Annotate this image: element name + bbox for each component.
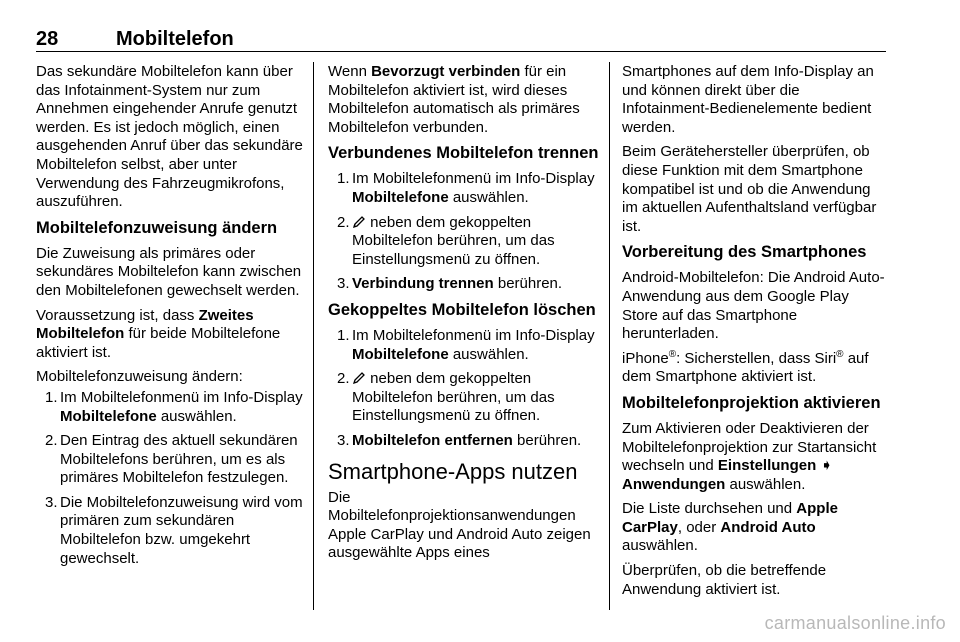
paragraph: Überprüfen, ob die betreffende Anwendung aktiviert ist. (622, 562, 827, 598)
paragraph: Die Mobiltelefonprojektionsanwendungen Apple CarPlay und Android Auto zeigen ausgewählte Apps eines (328, 488, 591, 562)
column-3 (622, 63, 888, 605)
list-item: 3. Mobiltelefon entfernen berühren. (337, 431, 582, 449)
page-number: 28 (36, 28, 59, 50)
list-item: 2. neben dem gekoppelten Mobiltelefon berühren, um das Einstellungsmenü zu öffnen. (337, 370, 555, 425)
header-rule (36, 51, 886, 52)
column-divider-2 (609, 62, 610, 610)
steps-list (328, 327, 600, 451)
column-divider-1 (313, 62, 314, 610)
paragraph: iPhone®: Sicherstellen, dass Siri® auf dem Smartphone aktiviert ist. (622, 348, 869, 386)
list-item: 1. Im Mobiltelefonmenü im Info-Display Mobiltelefone auswählen. (337, 326, 595, 363)
paragraph: Voraussetzung ist, dass Zweites Mobiltelefon für beide Mobiltelefone aktiviert ist. (36, 306, 281, 361)
list-item: 1. Im Mobiltelefonmenü im Info-Display Mobiltelefone auswählen. (337, 170, 595, 206)
list-item: 3. Verbindung trennen berühren. (337, 275, 563, 293)
pencil-icon (352, 371, 366, 385)
paragraph: Zum Aktivieren oder Deaktivieren der Mobiltelefonprojektion zur Startansicht wechseln und Einstellungen ➧ Anwendungen auswählen. (622, 419, 877, 493)
paragraph: Android-Mobiltelefon: Die Android Auto-Anwendung aus dem Google Play Store auf das Smartphone herunterladen. (622, 269, 885, 343)
steps-list (328, 170, 600, 294)
section-heading: Gekoppeltes Mobiltelefon löschen (328, 300, 596, 319)
paragraph: Das sekundäre Mobiltelefon kann über das Infotainment-System nur zum Annehmen eingehender Anrufe genutzt werden. Es ist jedoch möglich, einen ausgehenden Anruf über das sekundäre Mobiltelefon selbst, aber unter Verwendung des Fahrzeugmikrofons, auszuführen. (36, 63, 303, 211)
section-heading: Mobiltelefonprojektion aktivieren (622, 393, 881, 412)
steps-list (36, 389, 304, 568)
list-item: 1. Im Mobiltelefonmenü im Info-Display Mobiltelefone auswählen. (45, 388, 303, 425)
watermark: carmanualsonline.info (764, 613, 946, 633)
paragraph: Mobiltelefonzuweisung ändern: (36, 368, 243, 386)
paragraph: Smartphones auf dem Info-Display an und können direkt über die Infotainment-Bedienelemente bedient werden. (622, 63, 874, 136)
list-item: 3. Die Mobiltelefonzuweisung wird vom primären zum sekundären Mobiltelefon bzw. umgekehrt gewechselt. (45, 493, 303, 567)
paragraph: Beim Gerätehersteller überprüfen, ob diese Funktion mit dem Smartphone kompatibel ist und ob die Anwendung im aktuellen Aufenthaltsland verfügbar ist. (622, 143, 877, 235)
paragraph: Wenn Bevorzugt verbinden für ein Mobiltelefon aktiviert ist, wird dieses Mobiltelefon automatisch als primäres Mobiltelefon verbunden. (328, 63, 580, 136)
section-heading: Verbundenes Mobiltelefon trennen (328, 144, 599, 163)
arrow-right-icon: ➧ (816, 457, 833, 475)
column-1 (36, 63, 304, 574)
section-heading: Mobiltelefonzuweisung ändern (36, 218, 278, 237)
column-2 (328, 63, 600, 569)
paragraph: Die Zuweisung als primäres oder sekundäres Mobiltelefon kann zwischen den Mobiltelefonen gewechselt werden. (36, 244, 302, 299)
section-heading: Vorbereitung des Smartphones (622, 243, 867, 262)
list-item: 2. Den Eintrag des aktuell sekundären Mobiltelefons berühren, um es als primäres Mobiltelefon festzulegen. (45, 432, 298, 487)
paragraph: Die Liste durchsehen und Apple CarPlay, oder Android Auto auswählen. (622, 500, 838, 555)
page-title: Mobiltelefon (116, 28, 234, 50)
chapter-heading: Smartphone-Apps nutzen (328, 458, 578, 484)
pencil-icon (352, 215, 366, 229)
list-item: 2. neben dem gekoppelten Mobiltelefon berühren, um das Einstellungsmenü zu öffnen. (337, 213, 555, 268)
page-header (36, 28, 886, 50)
